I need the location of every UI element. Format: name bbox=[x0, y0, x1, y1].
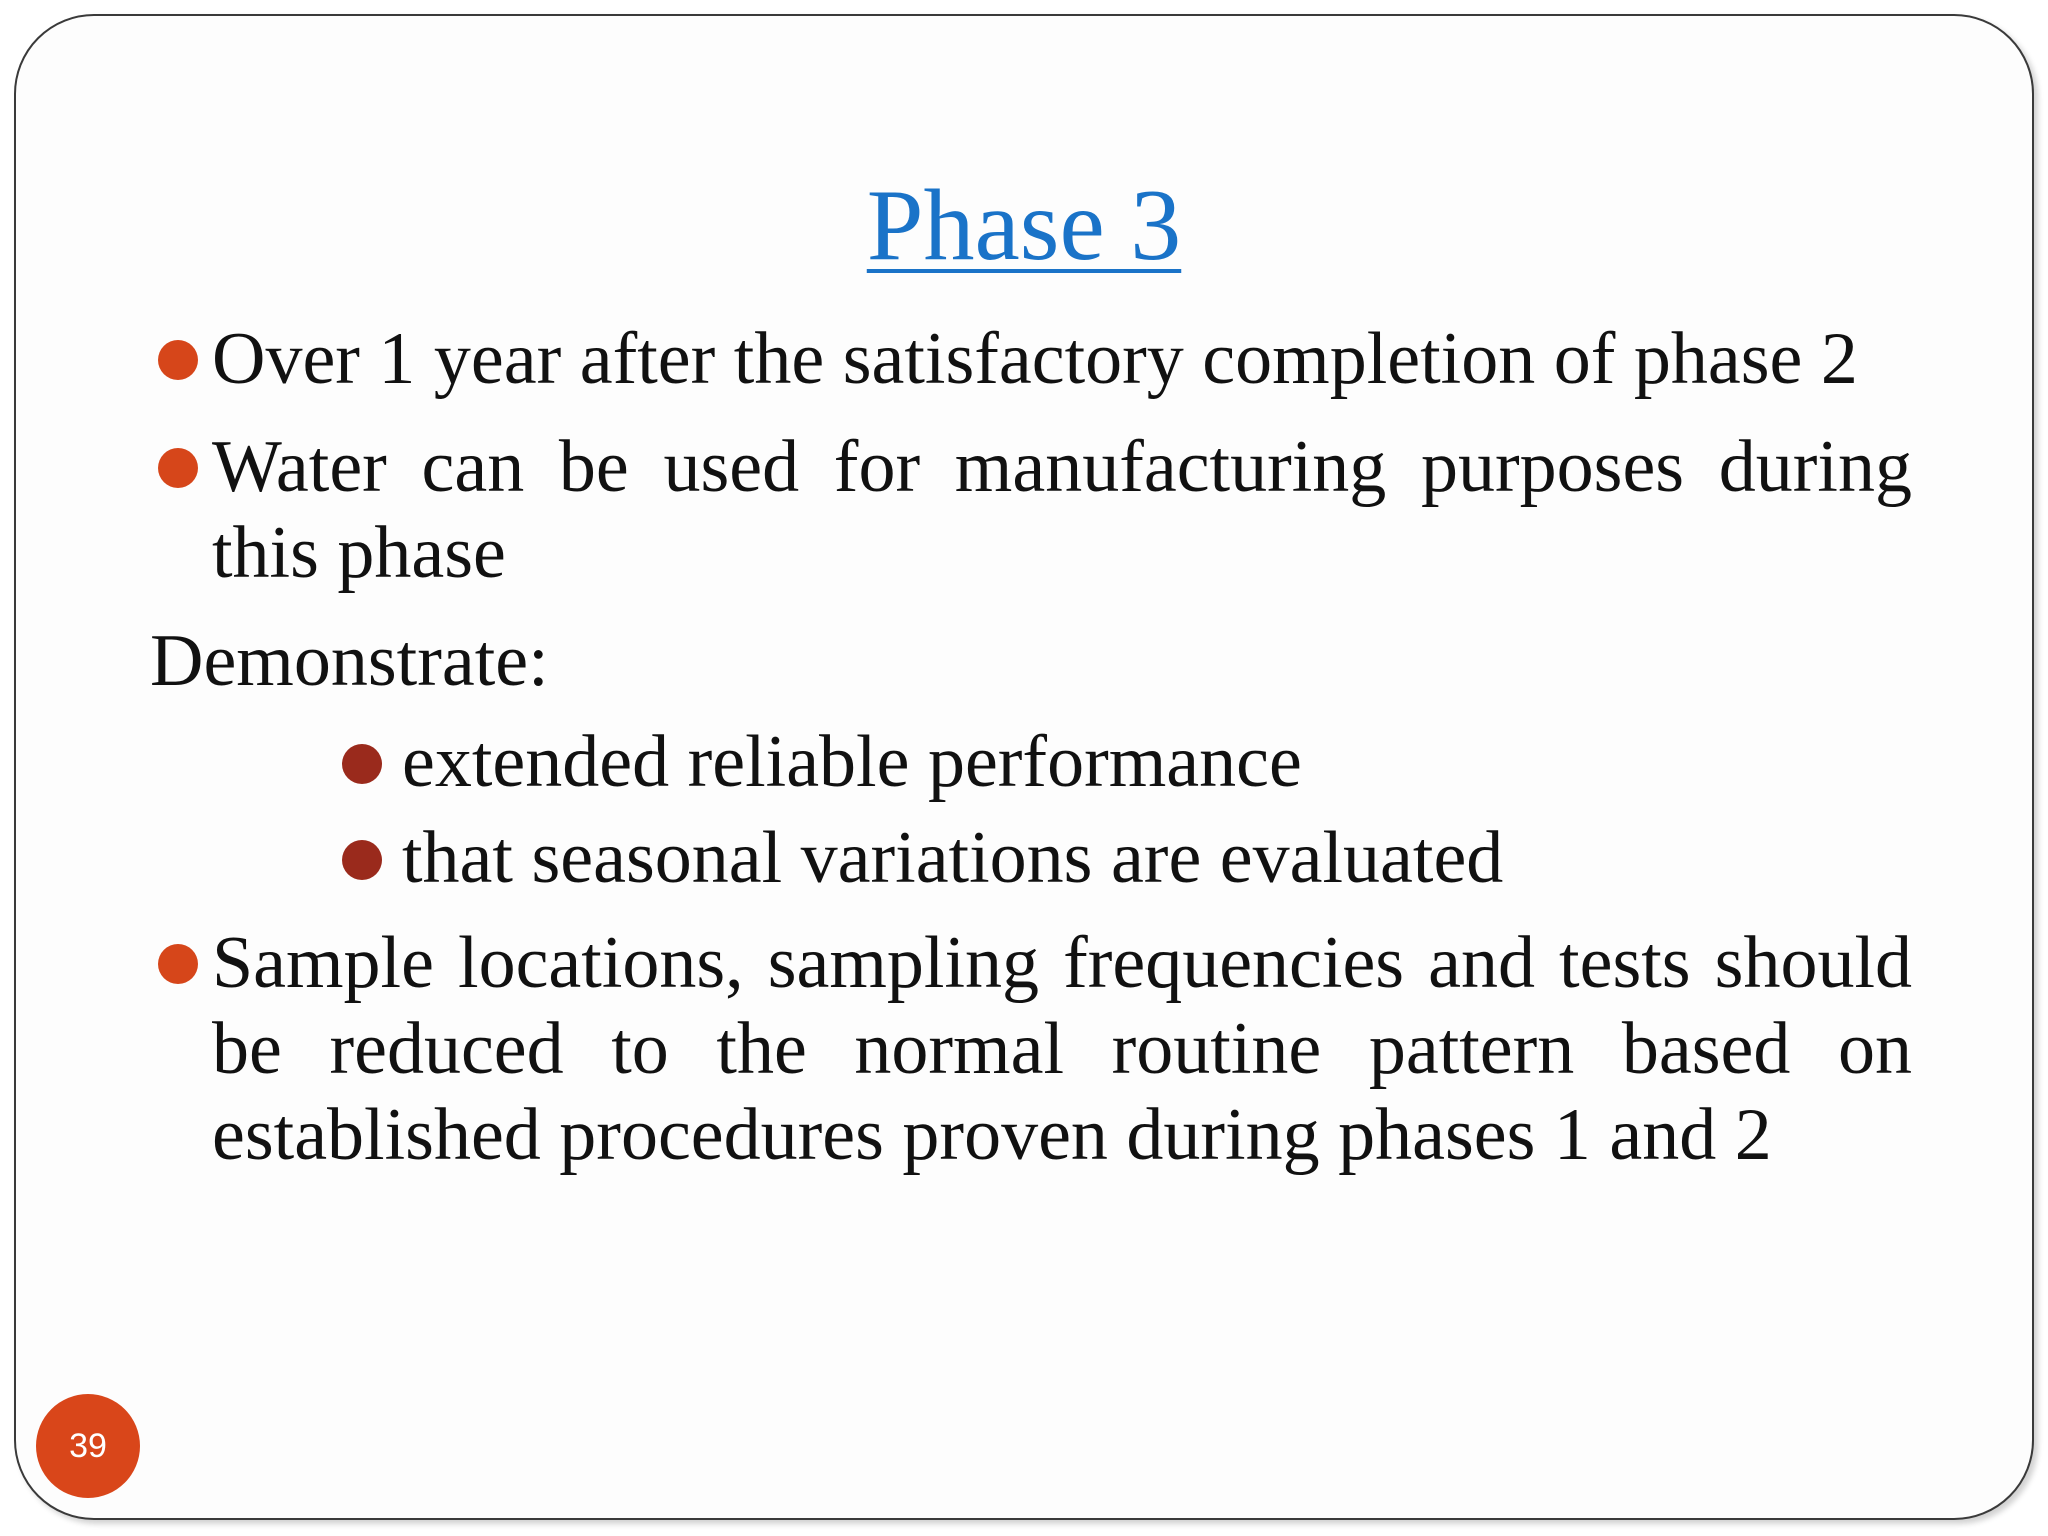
bullet-dot-icon bbox=[158, 340, 198, 380]
slide bbox=[14, 14, 2034, 1520]
bullet-text: Over 1 year after the satisfactory completion of phase 2 bbox=[212, 318, 1858, 400]
sub-bullet-item bbox=[330, 714, 1912, 810]
bullet-text: Water can be used for manufacturing purposes during this phase bbox=[212, 426, 1912, 594]
bullet-item bbox=[142, 424, 1912, 596]
slide-title: Phase 3 bbox=[866, 169, 1182, 282]
sub-bullet-dot-icon bbox=[342, 840, 382, 880]
demonstrate-label: Demonstrate: bbox=[150, 620, 549, 702]
sub-bullet-text: extended reliable performance bbox=[402, 721, 1302, 803]
sub-bullet-item bbox=[330, 810, 1912, 906]
sub-bullet-list bbox=[330, 714, 1912, 906]
bullet-text: Sample locations, sampling frequencies and tests should be reduced to the normal routine pattern based on established procedures proven during phases 1 and 2 bbox=[212, 922, 1912, 1176]
bullet-item bbox=[142, 920, 1912, 1178]
bullet-dot-icon bbox=[158, 944, 198, 984]
sub-bullet-text: that seasonal variations are evaluated bbox=[402, 817, 1504, 899]
page-number-badge: 39 bbox=[36, 1394, 140, 1498]
slide-content bbox=[142, 316, 1912, 1200]
sub-bullet-dot-icon bbox=[342, 744, 382, 784]
bullet-item bbox=[142, 316, 1912, 402]
bullet-dot-icon bbox=[158, 448, 198, 488]
